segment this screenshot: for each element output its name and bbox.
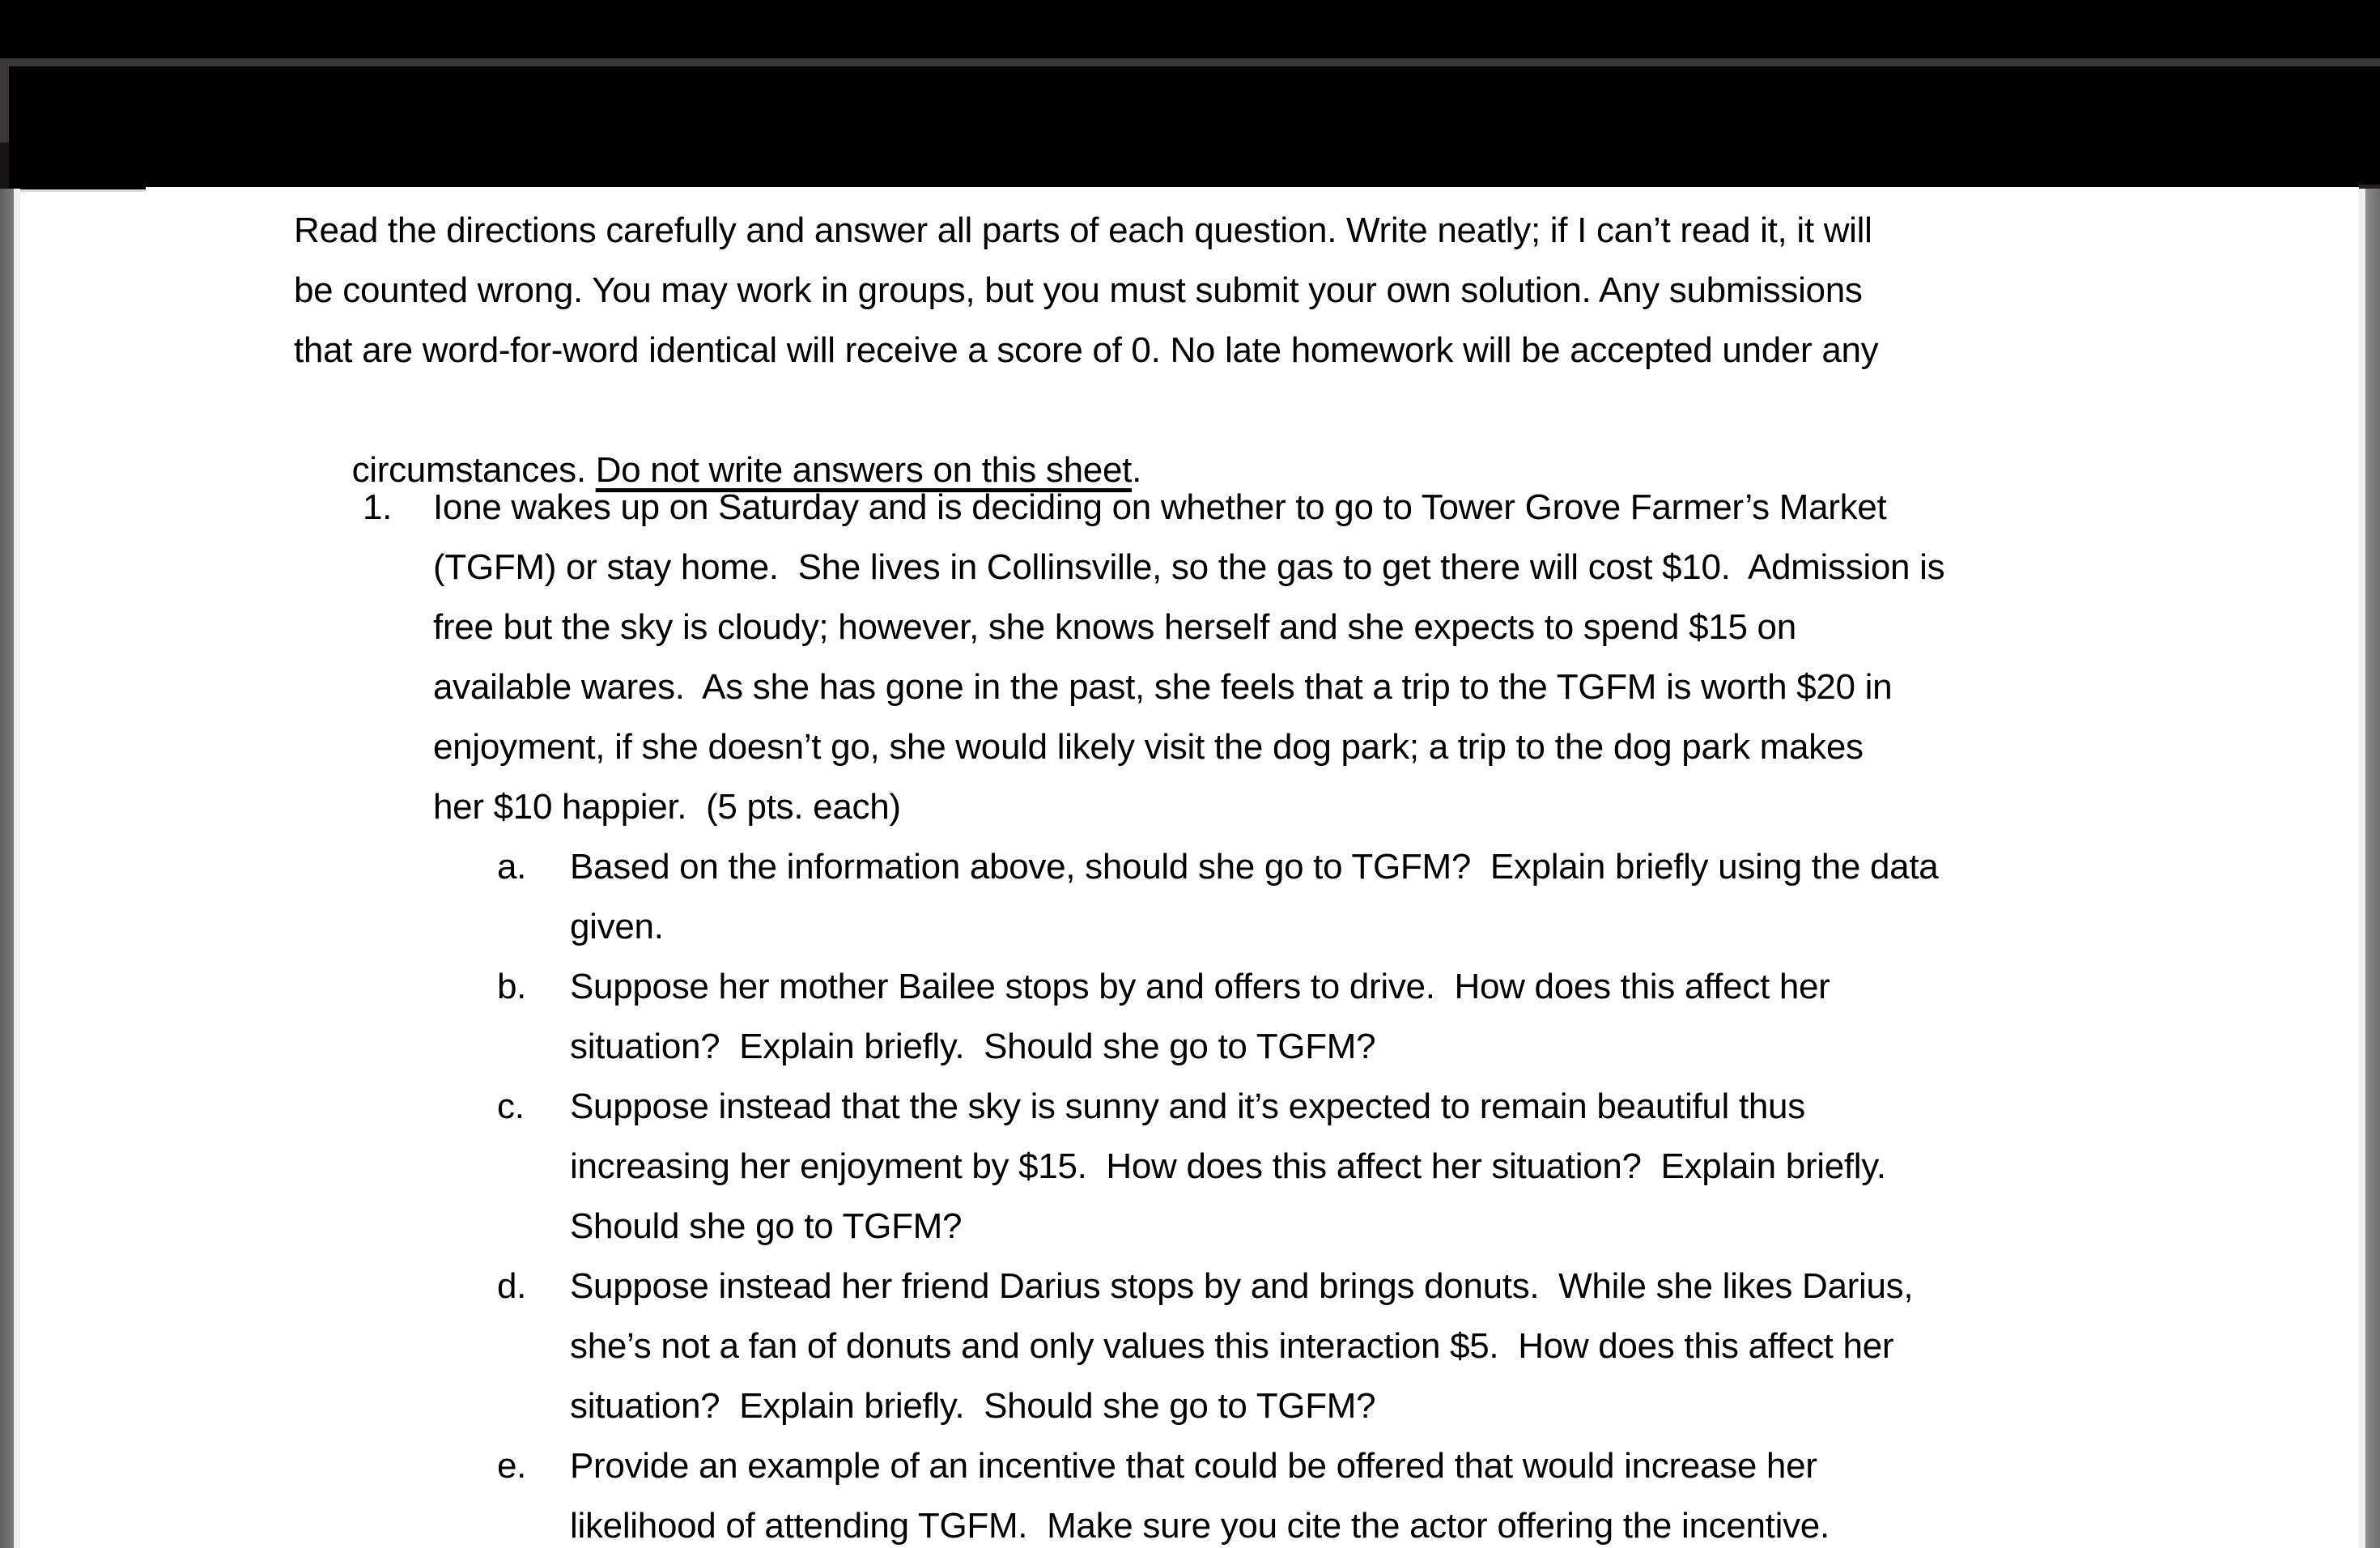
part-b-line-2: situation? Explain briefly. Should she go to TGFM?: [570, 1027, 1376, 1066]
part-e-body: [570, 1436, 1830, 1548]
instructions-line-4: [294, 381, 1878, 490]
instructions-line-1: Read the directions carefully and answer all parts of each question. Write neatly; if I can’t read it, it will: [294, 211, 1872, 250]
part-a-line-1: Based on the information above, should she go to TGFM? Explain briefly using the data: [570, 847, 1939, 887]
question-1-body: [433, 478, 1944, 837]
part-c-line-3: Should she go to TGFM?: [570, 1206, 963, 1246]
redacted-header-tab-highlight: [16, 189, 146, 192]
part-e-line-2: likelihood of attending TGFM. Make sure you cite the actor offering the incentive.: [570, 1506, 1830, 1546]
page-left-margin-shade: [14, 189, 20, 1548]
part-b-letter: b.: [497, 967, 527, 1006]
part-d-line-2: she’s not a fan of donuts and only values this interaction $5. How does this affect her: [570, 1326, 1894, 1366]
part-e-line-1: Provide an example of an incentive that could be offered that would increase her: [570, 1446, 1817, 1486]
part-d-letter: d.: [497, 1266, 527, 1306]
instructions-final-prefix: circumstances.: [351, 450, 596, 490]
question-1-line-5: enjoyment, if she doesn’t go, she would likely visit the dog park; a trip to the dog park makes: [433, 727, 1864, 767]
redacted-header: [9, 66, 2380, 187]
question-1-number: 1.: [363, 487, 393, 527]
question-1-line-4: available wares. As she has gone in the past, she feels that a trip to the TGFM is worth $20 in: [433, 667, 1893, 707]
question-1-line-3: free but the sky is cloudy; however, she knows herself and she expects to spend $15 on: [433, 607, 1796, 647]
part-e-letter: e.: [497, 1446, 527, 1486]
part-a-letter: a.: [497, 847, 527, 887]
part-a-line-2: given.: [570, 907, 664, 946]
part-c-body: [570, 1077, 1886, 1257]
part-b-body: [570, 957, 1830, 1077]
question-1-line-6: her $10 happier. (5 pts. each): [433, 787, 901, 827]
question-1-line-1: Ione wakes up on Saturday and is deciding on whether to go to Tower Grove Farmer’s Market: [433, 487, 1887, 527]
page-right-margin-shade: [2359, 189, 2365, 1548]
part-d-body: [570, 1257, 1913, 1436]
top-black-bar: [0, 0, 2380, 58]
part-c-letter: c.: [497, 1087, 525, 1126]
instructions-line-2: be counted wrong. You may work in groups, but you must submit your own solution. Any submissions: [294, 270, 1863, 310]
left-spine-top: [0, 66, 9, 142]
instructions-line-3: that are word-for-word identical will receive a score of 0. No late homework will be accepted under any: [294, 330, 1879, 370]
window-left-edge: [0, 189, 14, 1548]
instructions-paragraph: [294, 201, 1879, 490]
instructions-underlined-warning: Do not write answers on this sheet: [595, 450, 1133, 490]
question-1-line-2: (TGFM) or stay home. She lives in Collinsville, so the gas to get there will cost $10. Admission is: [433, 547, 1945, 587]
left-spine-bottom: [0, 142, 9, 189]
part-a-body: [570, 837, 1938, 957]
window-right-edge: [2365, 189, 2380, 1548]
instructions-final-suffix: .: [1132, 450, 1141, 490]
part-c-line-2: increasing her enjoyment by $15. How does this affect her situation? Explain briefly.: [570, 1146, 1886, 1186]
part-d-line-3: situation? Explain briefly. Should she go to TGFM?: [570, 1386, 1376, 1426]
part-c-line-1: Suppose instead that the sky is sunny and it’s expected to remain beautiful thus: [570, 1087, 1805, 1126]
part-b-line-1: Suppose her mother Bailee stops by and offers to drive. How does this affect her: [570, 967, 1830, 1006]
header-divider-line: [0, 58, 2380, 66]
part-d-line-1: Suppose instead her friend Darius stops by and brings donuts. While she likes Darius,: [570, 1266, 1914, 1306]
